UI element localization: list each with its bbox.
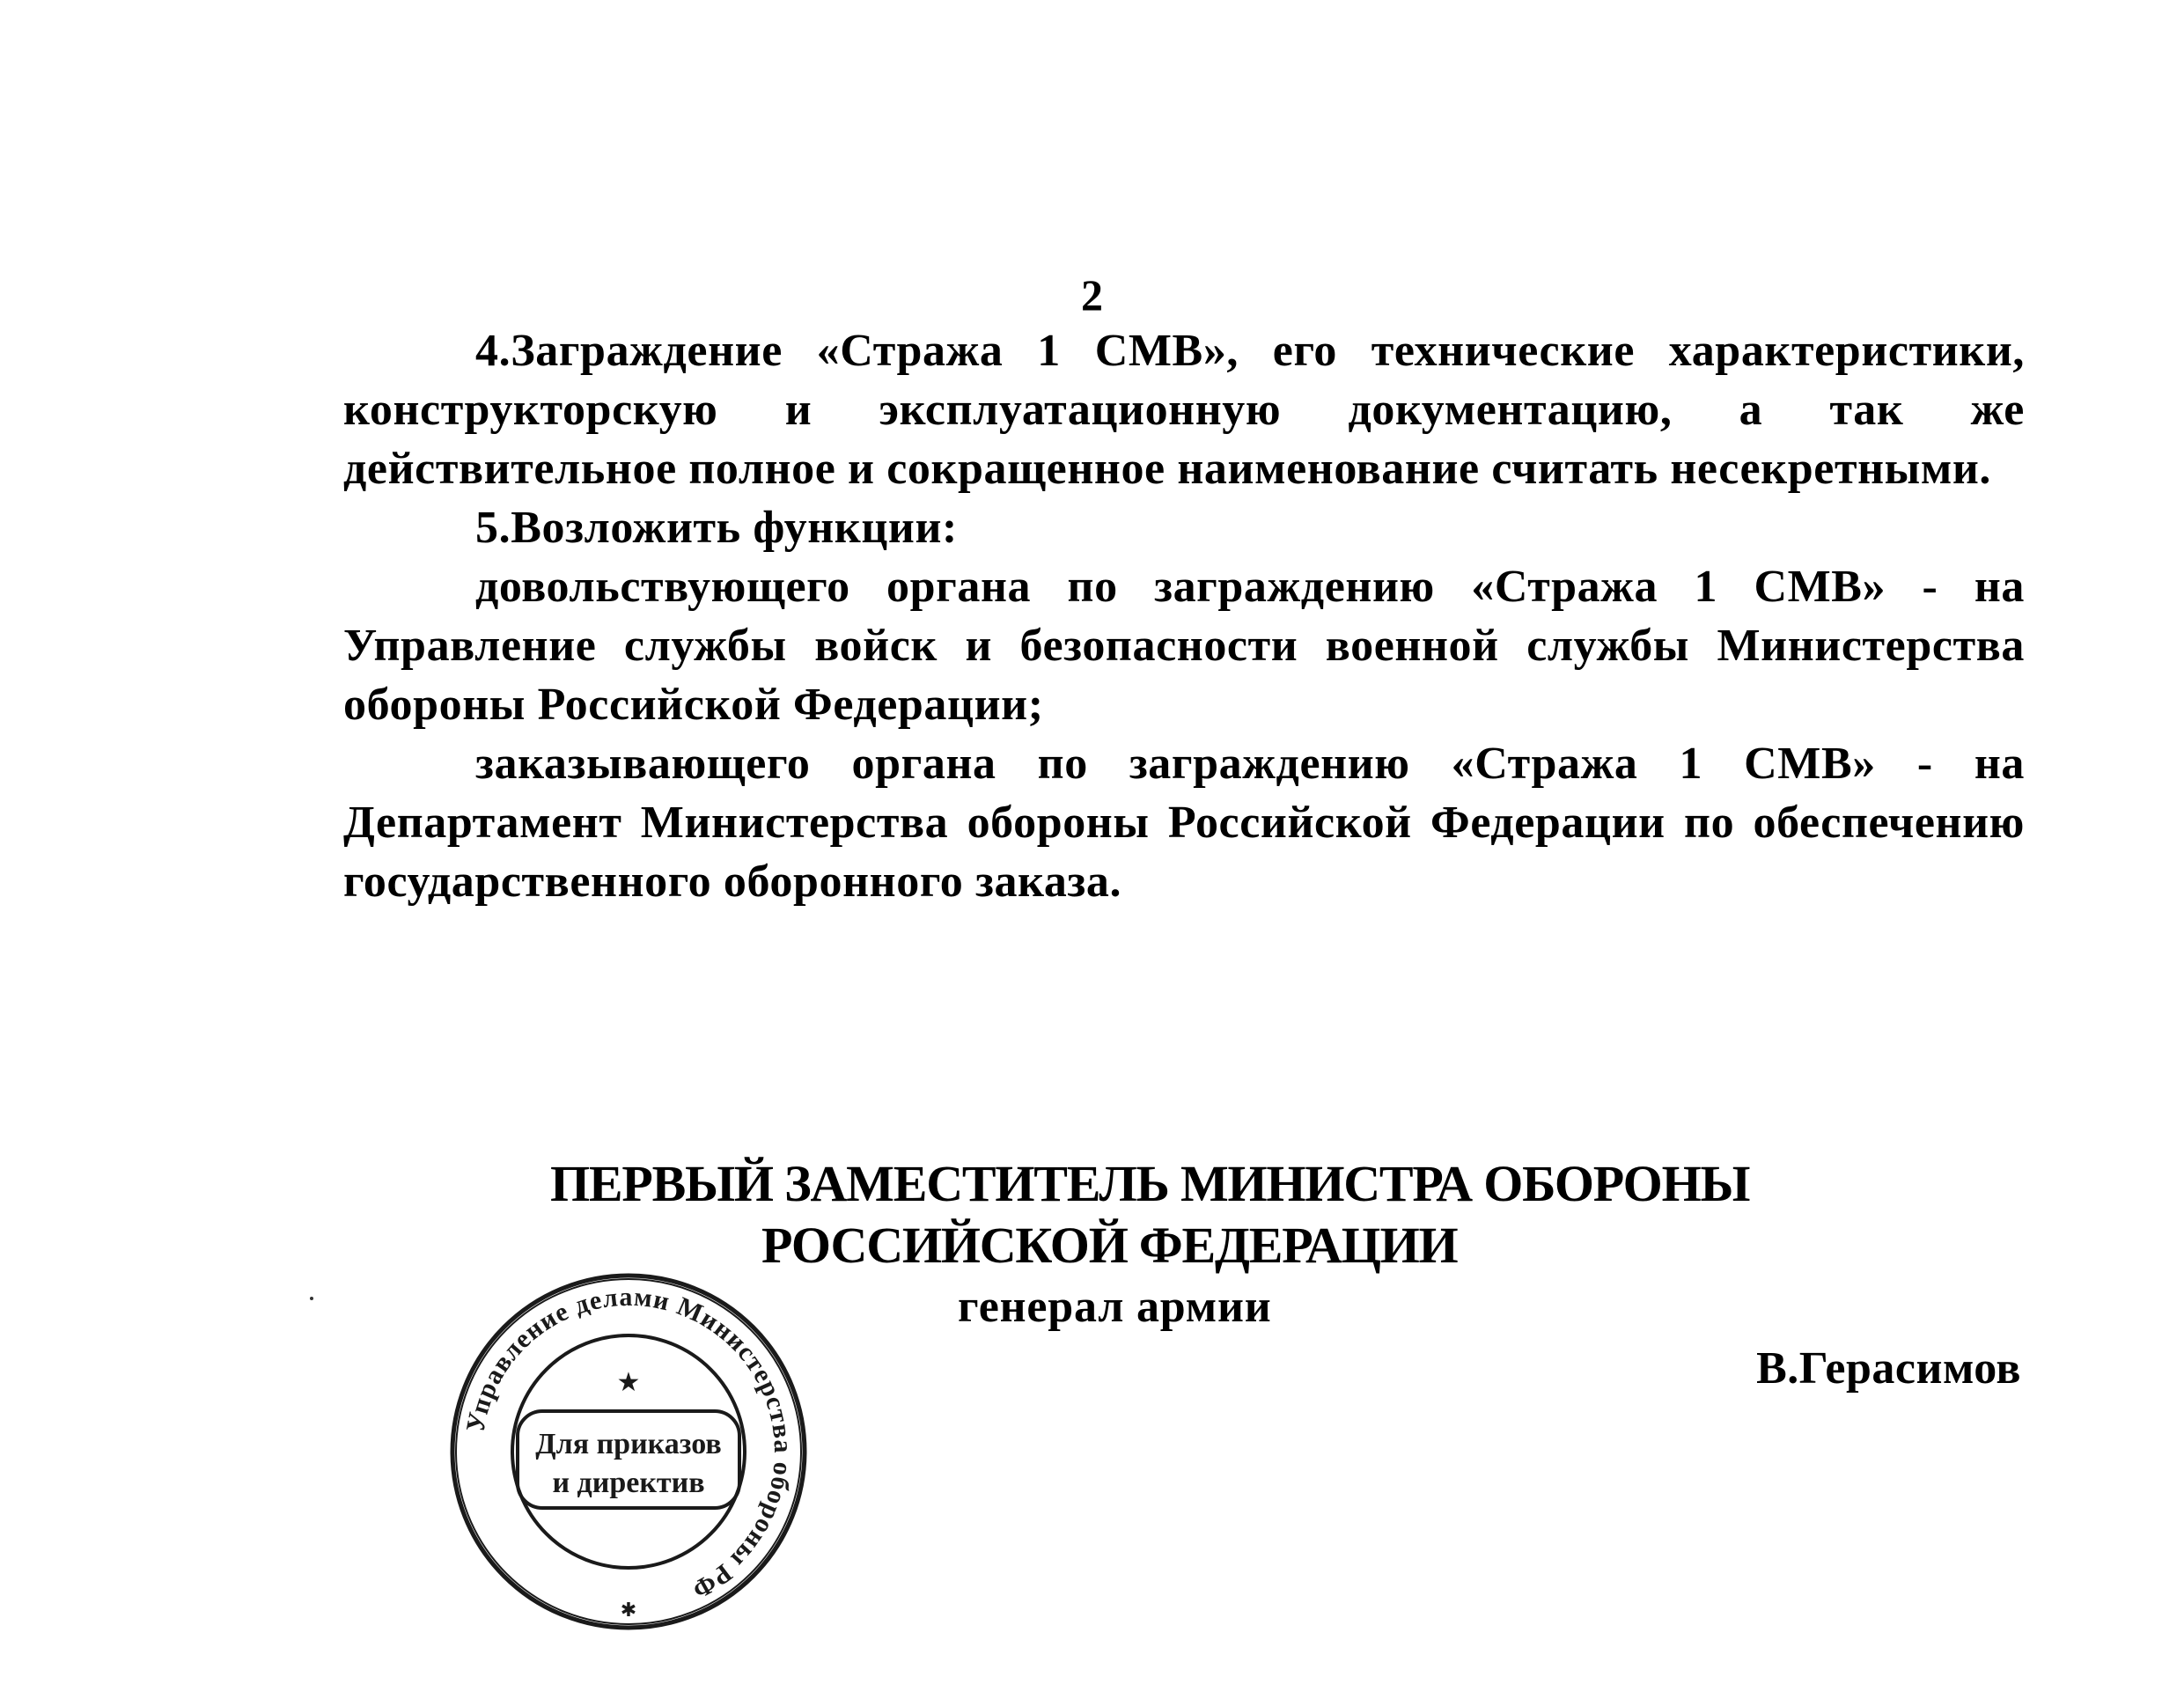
paragraph-4: 4.Заграждение «Стража 1 СМВ», его технические характеристики, конструкторскую и эксплуатационную документацию, а так же действительное полное и сокращенное наименование считать несекретными. (343, 326, 2025, 494)
signature-block (0, 1153, 2184, 1505)
paragraph-5: 5.Возложить функции: (475, 503, 958, 553)
svg-text:✱: ✱ (620, 1600, 637, 1622)
paragraph-5-supplying-body: довольствующего органа по заграждению «Стража 1 СМВ» - на Управление службы войск и безопасности военной службы Министерства обороны Российской Федерации; (343, 562, 2025, 730)
paragraph-5-ordering-body: заказывающего органа по заграждению «Стража 1 СМВ» - на Департамент Министерства обороны Российской Федерации по обеспечению государственного оборонного заказа. (343, 739, 2025, 907)
official-stamp (447, 1270, 810, 1633)
document-body (343, 321, 2025, 911)
signatory-name: В.Герасимов (1756, 1343, 2021, 1394)
stamp-inner-line-2: и директив (552, 1467, 705, 1499)
scan-speck (310, 1297, 313, 1300)
stamp-inner-line-1: Для приказов (535, 1428, 722, 1460)
stamp-outer-text: Управление делами Министерства обороны РФ (460, 1282, 798, 1606)
stamp-seal-icon (447, 1270, 810, 1633)
signatory-title-line-1: ПЕРВЫЙ ЗАМЕСТИТЕЛЬ МИНИСТРА ОБОРОНЫ (550, 1155, 1750, 1212)
signatory-title-line-2: РОССИЙСКОЙ ФЕДЕРАЦИИ (761, 1217, 1458, 1274)
signatory-rank: генерал армии (958, 1282, 1272, 1332)
page-number: 2 (1081, 270, 1103, 320)
svg-text:★: ★ (616, 1367, 641, 1398)
